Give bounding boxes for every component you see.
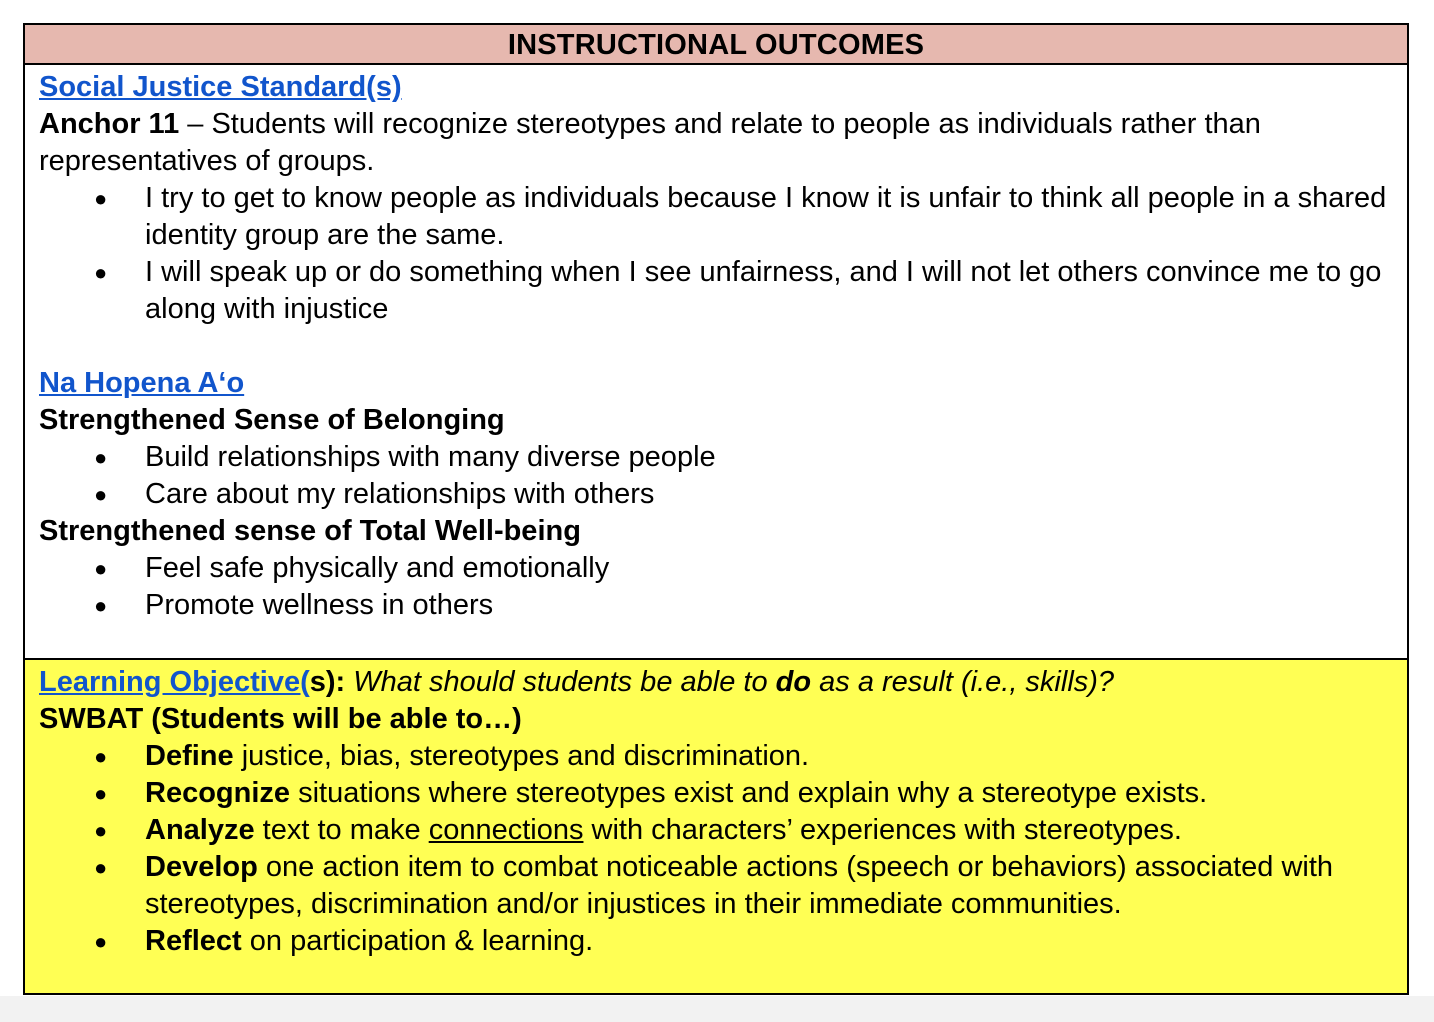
list-item: ● I try to get to know people as individuals because I know it is unfair to think all people in a shared identity group are the same. [94, 182, 1387, 251]
list-item: ● Recognize situations where stereotypes exist and explain why a stereotype exists. [39, 775, 1393, 812]
spacer [39, 328, 1393, 365]
learning-objectives-cell [25, 660, 1407, 993]
wellbeing-title: Strengthened sense of Total Well-being [39, 515, 581, 547]
list-item: ● Reflect on participation & learning. [39, 923, 1393, 960]
bullet-icon: ● [94, 186, 108, 211]
list-item: ● Feel safe physically and emotionally [39, 550, 1393, 587]
list-item: ● Care about my relationships with others [39, 476, 1393, 513]
connections-underlined: connections [428, 814, 584, 846]
anchor-text: – Students will recognize stereotypes and relate to people as individuals rather than representatives of groups. [39, 108, 1261, 177]
instructional-outcomes-table [23, 23, 1409, 995]
table-title: INSTRUCTIONAL OUTCOMES [507, 29, 925, 61]
social-justice-bullets [39, 180, 1393, 328]
objective-bullets [39, 738, 1393, 960]
bullet-icon: ● [94, 260, 108, 285]
bullet-icon: ● [94, 445, 108, 470]
list-item: ● Analyze text to make connections with characters’ experiences with stereotypes. [39, 812, 1393, 849]
outcomes-cell [25, 65, 1407, 660]
bullet-icon: ● [94, 593, 108, 618]
swbat-title: SWBAT (Students will be able to…) [39, 703, 522, 735]
list-item: ● Develop one action item to combat noticeable actions (speech or behaviors) associated with stereotypes, discrimination and/or injustices in their immediate communities. [94, 851, 1334, 920]
list-item: ● Define justice, bias, stereotypes and discrimination. [39, 738, 1393, 775]
list-item: ● I will speak up or do something when I see unfairness, and I will not let others convince me to go along with injustice [94, 256, 1382, 325]
objective-heading-tail: s): [309, 666, 346, 698]
list-item: ● Build relationships with many diverse people [39, 439, 1393, 476]
wellbeing-bullets [39, 550, 1393, 624]
objective-prompt-pre: What should students be able to [345, 666, 776, 698]
bullet-icon: ● [94, 781, 108, 806]
bullet-icon: ● [94, 929, 108, 954]
bullet-icon: ● [94, 855, 108, 880]
table-header [25, 25, 1407, 65]
belonging-title: Strengthened Sense of Belonging [39, 404, 505, 436]
page-bottom-strip [0, 996, 1434, 1022]
social-justice-standard-link[interactable]: Social Justice Standard(s) [39, 71, 402, 103]
bullet-icon: ● [94, 818, 108, 843]
bullet-icon: ● [94, 556, 108, 581]
bullet-icon: ● [94, 744, 108, 769]
anchor-label: Anchor 11 [39, 108, 180, 140]
objective-prompt-post: as a result (i.e., skills)? [811, 666, 1115, 698]
list-item: ● Promote wellness in others [39, 587, 1393, 624]
objectives-heading [39, 664, 1393, 701]
bullet-icon: ● [94, 482, 108, 507]
na-hopena-ao-link[interactable]: Na Hopena A‘o [39, 367, 245, 399]
objective-prompt-do: do [775, 666, 812, 698]
anchor-statement [39, 106, 1393, 180]
belonging-bullets [39, 439, 1393, 513]
learning-objective-link[interactable]: Learning Objective( [39, 666, 310, 698]
